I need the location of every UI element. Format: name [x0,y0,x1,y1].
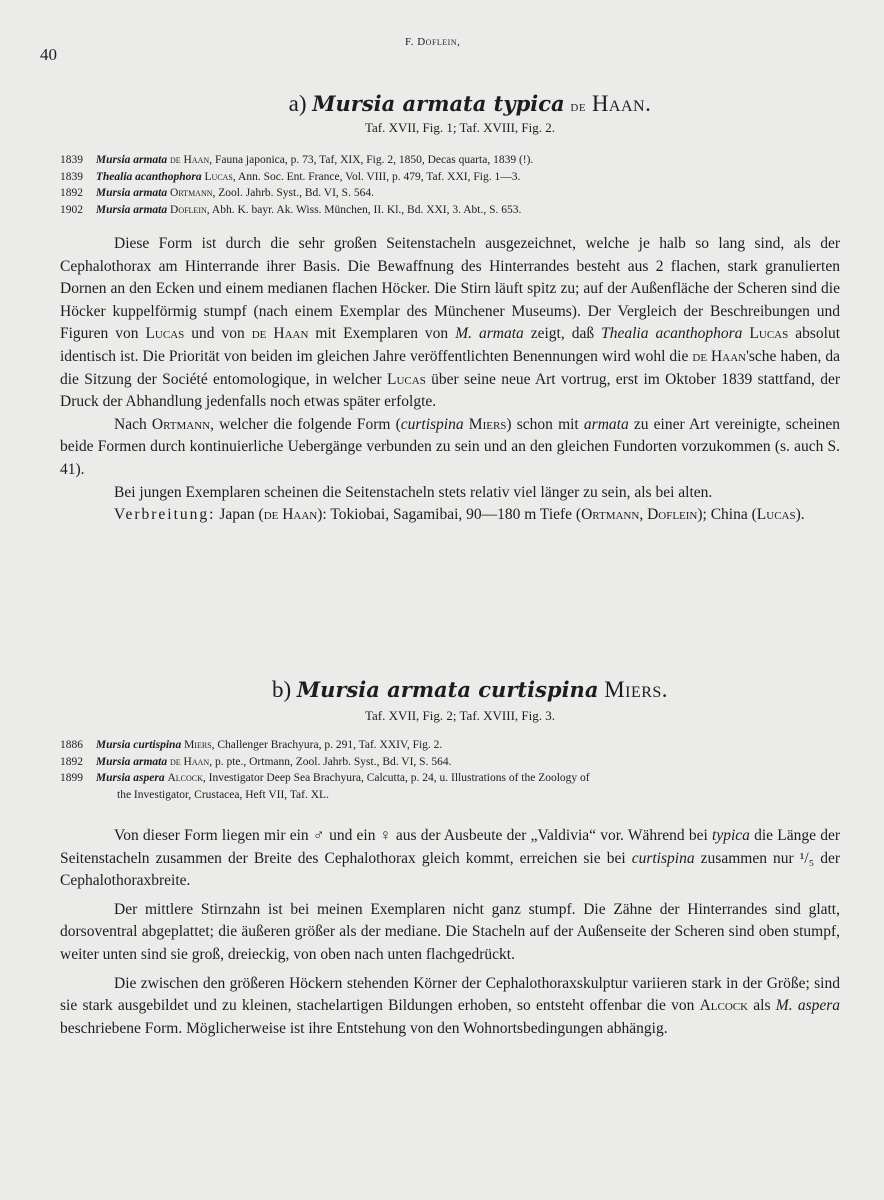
synonym-entry: 1892 Mursia armata de Haan, p. pte., Ortmann, Zool. Jahrb. Syst., Bd. VI, S. 564. [60,755,452,768]
section-a-author-prefix: de [570,99,587,115]
synonym-entry: 1839 Mursia armata de Haan, Fauna japonica, p. 73, Taf, XIX, Fig. 2, 1850, Decas quarta, 1839 (!). [60,154,534,166]
page-number: 40 [40,45,57,64]
paragraph-distribution: Verbreitung: Japan (de Haan): Tokiobai, Sagamibai, 90—180 m Tiefe (Ortmann, Doflein); China (Lucas). [114,506,805,524]
synonym-entry: 1899 Mursia aspera Alcock, Investigator Deep Sea Brachyura, Calcutta, p. 24, u. Illustrations of the Zoology of [60,772,590,784]
synonym-entry-continuation: the Investigator, Crustacea, Heft VII, Taf. XL. [117,788,329,801]
section-a-author: Haan. [591,91,652,116]
section-a-body [60,233,840,527]
paragraph: Nach Ortmann, welcher die folgende Form (curtispina Miers) schon mit armata zu einer Art vereinigte, scheinen beide Formen durch kontinuierliche Uebergänge verbunden zu sein und an den gleichen Fundorten vorzukommen (s. auch S. 41). [60,415,841,478]
paragraph: Von dieser Form liegen mir ein ♂ und ein ♀ aus der Ausbeute der „Valdivia“ vor. Während bei typica die Länge der Seitenstacheln zusammen der Breite des Cephalothorax gleich kommt, erreichen sie bei curtispina zusammen nur ¹/₅ der Cephalothoraxbreite. [60,827,840,890]
paragraph: Diese Form ist durch die sehr großen Seitenstacheln ausgezeichnet, welche je halb so lang sind, als der Cephalothorax am Hinterrande ihrer Basis. Die Bewaffnung des Hinterrandes besteht aus 2 flachen, stark granulierten Dornen an den Ecken und einem medianen flachen Höcker. Die Stirn läuft spitz zu; auf der Außenfläche der Scheren sind die Höcker kuppelförmig stumpf (nach einem Exemplar des Münchener Museums). Der Vergleich der Beschreibungen und Figuren von Lucas und von de Haan mit Exemplaren von M. armata zeigt, daß Thealia acanthophora Lucas absolut identisch ist. Die Priorität von beiden im gleichen Jahre veröffentlichten Benennungen wird wohl die de Haan'sche haben, da die Sitzung der Société entomologique, in welcher Lucas über seine neue Art vortrug, erst im Oktober 1839 stattfand, der Druck der Abhandlung jedenfalls noch etwas später erfolgte. [60,235,841,411]
section-b-plates: Taf. XVII, Fig. 2; Taf. XVIII, Fig. 3. [364,708,556,723]
section-b-synonymy [60,737,860,803]
paragraph: Bei jungen Exemplaren scheinen die Seitenstacheln stets relativ viel länger zu sein, als bei alten. [114,483,713,501]
section-b-author: Miers. [604,677,669,702]
section-a-synonymy [60,152,860,218]
section-b-title [200,677,740,703]
section-a-title [200,91,740,117]
paragraph: Der mittlere Stirnzahn ist bei meinen Exemplaren nicht ganz stumpf. Die Zähne der Hinterrandes sind glatt, dorsoventral abgeplattet; die äußeren größer als der mediane. Die Stacheln auf der Außenseite der Scheren sind oben stumpf, weiter unten sind sie groß, dreieckig, von oben nach unten flachgedrückt. [60,900,840,963]
section-b-species: Mursia armata curtispina [296,677,599,702]
section-b-body [60,825,840,1040]
synonym-entry: 1839 Thealia acanthophora Lucas, Ann. Soc. Ent. France, Vol. VIII, p. 479, Taf. XXI, Fig. 1—3. [60,170,521,183]
running-head: F. Doflein, [405,36,461,48]
section-a-plates: Taf. XVII, Fig. 1; Taf. XVIII, Fig. 2. [364,120,556,135]
section-b-prefix: b) [271,677,292,702]
synonym-entry: 1902 Mursia armata Doflein, Abh. K. bayr. Ak. Wiss. München, II. Kl., Bd. XXI, 3. Abt., S. 653. [60,203,522,216]
section-a-species: Mursia armata typica [312,91,565,116]
synonym-entry: 1892 Mursia armata Ortmann, Zool. Jahrb. Syst., Bd. VI, S. 564. [60,187,374,199]
paragraph: Die zwischen den größeren Höckern stehenden Körner der Cephalothoraxskulptur variieren stark in der Größe; sind sie stark ausgebildet und zu kleinen, stachelartigen Bildungen erhoben, so entsteht offenbar die von Alcock als M. aspera beschriebene Form. Möglicherweise ist ihre Entstehung von den Wohnortsbedingungen abhängig. [60,974,841,1037]
section-a-prefix: a) [288,91,307,116]
synonym-entry: 1886 Mursia curtispina Miers, Challenger Brachyura, p. 291, Taf. XXIV, Fig. 2. [60,739,443,751]
